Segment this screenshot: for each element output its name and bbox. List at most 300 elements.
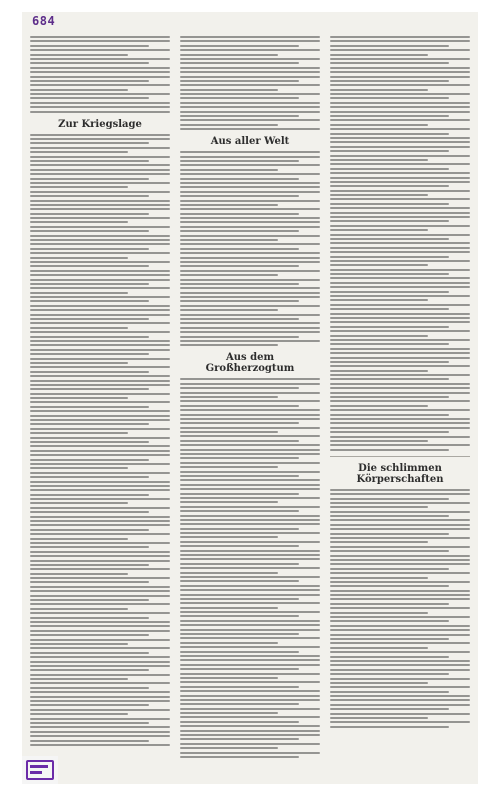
text-line-placeholder — [330, 260, 470, 262]
text-line-placeholder — [330, 638, 449, 640]
text-line-placeholder — [180, 45, 299, 47]
text-line-placeholder — [180, 409, 320, 411]
text-line-placeholder — [180, 400, 320, 402]
preceding-text — [330, 36, 470, 457]
text-line-placeholder — [30, 62, 149, 64]
text-line-placeholder — [330, 651, 470, 653]
text-line-placeholder — [330, 330, 470, 332]
text-line-placeholder — [180, 93, 320, 95]
text-line-placeholder — [30, 661, 170, 663]
text-line-placeholder — [330, 612, 428, 614]
text-line-placeholder — [180, 752, 320, 754]
text-line-placeholder — [30, 472, 170, 474]
text-line-placeholder — [330, 414, 449, 416]
text-line-placeholder — [330, 115, 449, 117]
text-line-placeholder — [30, 283, 149, 285]
text-line-placeholder — [330, 251, 470, 253]
text-line-placeholder — [330, 519, 470, 521]
text-line-placeholder — [180, 615, 299, 617]
text-line-placeholder — [180, 186, 320, 188]
text-line-placeholder — [330, 49, 470, 51]
text-line-placeholder — [30, 700, 170, 702]
text-line-placeholder — [180, 119, 320, 121]
text-line-placeholder — [180, 506, 320, 508]
text-line-placeholder — [30, 84, 170, 86]
text-line-placeholder — [30, 608, 128, 610]
text-line-placeholder — [330, 326, 449, 328]
text-line-placeholder — [330, 616, 470, 618]
text-line-placeholder — [180, 589, 320, 591]
text-line-placeholder — [180, 296, 320, 298]
text-line-placeholder — [30, 507, 170, 509]
text-line-placeholder — [30, 656, 170, 658]
text-line-placeholder — [180, 756, 299, 758]
text-line-placeholder — [330, 387, 470, 389]
text-line-placeholder — [30, 476, 149, 478]
text-line-placeholder — [30, 270, 170, 272]
text-line-placeholder — [330, 550, 449, 552]
text-line-placeholder — [180, 128, 320, 130]
text-line-placeholder — [30, 239, 170, 241]
text-line-placeholder — [30, 204, 170, 206]
text-line-placeholder — [330, 190, 470, 192]
text-line-placeholder — [180, 611, 320, 613]
text-line-placeholder — [330, 273, 449, 275]
text-line-placeholder — [30, 744, 170, 746]
text-line-placeholder — [330, 528, 470, 530]
text-line-placeholder — [330, 370, 428, 372]
text-line-placeholder — [330, 339, 470, 341]
text-line-placeholder — [330, 67, 470, 69]
text-line-placeholder — [30, 551, 170, 553]
text-line-placeholder — [30, 191, 170, 193]
text-line-placeholder — [30, 111, 170, 113]
text-line-placeholder — [30, 366, 170, 368]
text-line-placeholder — [330, 198, 470, 200]
text-line-placeholder — [30, 318, 149, 320]
text-line-placeholder — [30, 58, 170, 60]
text-line-placeholder — [180, 440, 299, 442]
text-line-placeholder — [180, 488, 320, 490]
text-line-placeholder — [30, 428, 170, 430]
text-line-placeholder — [180, 235, 320, 237]
text-line-placeholder — [30, 498, 170, 500]
text-line-placeholder — [30, 296, 170, 298]
text-line-placeholder — [180, 629, 320, 631]
text-line-placeholder — [30, 54, 128, 56]
text-line-placeholder — [180, 453, 320, 455]
text-line-placeholder — [180, 479, 320, 481]
text-line-placeholder — [180, 624, 320, 626]
archive-stamp-icon — [26, 760, 54, 780]
text-line-placeholder — [180, 449, 320, 451]
text-line-placeholder — [30, 489, 170, 491]
text-line-placeholder — [30, 221, 128, 223]
section-heading-middle-2: Aus dem Großherzogtum — [205, 352, 295, 375]
text-line-placeholder — [30, 138, 170, 140]
text-line-placeholder — [30, 445, 170, 447]
text-line-placeholder — [30, 397, 128, 399]
text-line-placeholder — [180, 322, 320, 324]
text-line-placeholder — [30, 173, 170, 175]
text-line-placeholder — [180, 80, 299, 82]
text-line-placeholder — [30, 76, 170, 78]
text-line-placeholder — [330, 286, 470, 288]
text-line-placeholder — [330, 80, 449, 82]
text-line-placeholder — [180, 89, 278, 91]
text-line-placeholder — [30, 538, 128, 540]
text-line-placeholder — [30, 226, 170, 228]
text-line-placeholder — [30, 621, 170, 623]
text-line-placeholder — [180, 300, 299, 302]
text-line-placeholder — [30, 89, 128, 91]
text-line-placeholder — [330, 699, 470, 701]
text-line-placeholder — [180, 283, 299, 285]
text-line-placeholder — [30, 243, 170, 245]
text-line-placeholder — [180, 405, 299, 407]
text-line-placeholder — [330, 704, 470, 706]
text-line-placeholder — [330, 308, 449, 310]
text-line-placeholder — [330, 212, 470, 214]
text-line-placeholder — [30, 331, 170, 333]
text-line-placeholder — [330, 555, 470, 557]
text-line-placeholder — [330, 317, 470, 319]
text-line-placeholder — [30, 265, 149, 267]
text-line-placeholder — [180, 383, 320, 385]
text-line-placeholder — [30, 252, 170, 254]
text-line-placeholder — [330, 277, 470, 279]
text-line-placeholder — [180, 431, 278, 433]
text-line-placeholder — [30, 322, 170, 324]
text-line-placeholder — [330, 84, 470, 86]
text-line-placeholder — [330, 629, 470, 631]
text-line-placeholder — [180, 519, 320, 521]
text-line-placeholder — [330, 93, 470, 95]
text-line-placeholder — [330, 511, 470, 513]
text-line-placeholder — [180, 721, 299, 723]
text-line-placeholder — [180, 208, 320, 210]
text-line-placeholder — [30, 722, 149, 724]
column-middle — [180, 36, 320, 760]
text-line-placeholder — [30, 336, 149, 338]
text-line-placeholder — [180, 71, 320, 73]
text-line-placeholder — [180, 106, 320, 108]
text-line-placeholder — [180, 620, 320, 622]
text-line-placeholder — [330, 141, 470, 143]
text-line-placeholder — [330, 546, 470, 548]
text-line-placeholder — [180, 637, 320, 639]
text-line-placeholder — [180, 213, 299, 215]
text-line-placeholder — [330, 590, 470, 592]
text-line-placeholder — [30, 511, 149, 513]
text-line-placeholder — [30, 485, 170, 487]
text-line-placeholder — [180, 115, 299, 117]
text-line-placeholder — [330, 436, 470, 438]
text-line-placeholder — [30, 287, 170, 289]
text-line-placeholder — [180, 62, 299, 64]
text-line-placeholder — [330, 598, 470, 600]
text-line-placeholder — [330, 36, 470, 38]
text-line-placeholder — [30, 419, 170, 421]
text-line-placeholder — [180, 541, 320, 543]
text-line-placeholder — [330, 76, 470, 78]
text-line-placeholder — [330, 269, 470, 271]
text-line-placeholder — [330, 669, 470, 671]
text-line-placeholder — [30, 314, 170, 316]
text-line-placeholder — [330, 58, 470, 60]
text-line-placeholder — [180, 257, 320, 259]
text-line-placeholder — [30, 261, 170, 263]
text-line-placeholder — [330, 159, 428, 161]
text-line-placeholder — [30, 665, 170, 667]
text-line-placeholder — [30, 208, 170, 210]
text-line-placeholder — [330, 541, 428, 543]
text-line-placeholder — [180, 164, 320, 166]
text-line-placeholder — [30, 599, 149, 601]
text-line-placeholder — [180, 712, 278, 714]
text-line-placeholder — [330, 673, 449, 675]
text-line-placeholder — [180, 550, 320, 552]
text-line-placeholder — [180, 532, 320, 534]
text-line-placeholder — [30, 309, 170, 311]
text-line-placeholder — [30, 349, 170, 351]
text-line-placeholder — [180, 594, 320, 596]
text-line-placeholder — [330, 357, 470, 359]
preceding-text — [30, 36, 170, 113]
text-line-placeholder — [330, 216, 470, 218]
text-line-placeholder — [330, 282, 470, 284]
text-line-placeholder — [180, 554, 320, 556]
text-line-placeholder — [30, 481, 170, 483]
text-line-placeholder — [330, 225, 470, 227]
text-line-placeholder — [330, 229, 428, 231]
text-line-placeholder — [30, 401, 170, 403]
text-line-placeholder — [30, 106, 170, 108]
text-line-placeholder — [30, 669, 149, 671]
text-line-placeholder — [180, 484, 320, 486]
text-line-placeholder — [330, 409, 470, 411]
text-line-placeholder — [30, 595, 170, 597]
text-line-placeholder — [30, 432, 128, 434]
text-line-placeholder — [180, 501, 278, 503]
text-line-placeholder — [180, 528, 299, 530]
archive-stamp — [22, 756, 58, 784]
text-line-placeholder — [30, 213, 149, 215]
text-line-placeholder — [180, 725, 320, 727]
text-line-placeholder — [180, 58, 320, 60]
text-line-placeholder — [30, 134, 170, 136]
text-line-placeholder — [30, 80, 149, 82]
text-line-placeholder — [330, 383, 470, 385]
text-line-placeholder — [30, 160, 149, 162]
text-line-placeholder — [330, 155, 470, 157]
text-line-placeholder — [180, 396, 278, 398]
text-line-placeholder — [330, 506, 428, 508]
text-line-placeholder — [330, 343, 449, 345]
text-line-placeholder — [180, 633, 299, 635]
text-line-placeholder — [180, 49, 320, 51]
text-line-placeholder — [30, 740, 149, 742]
text-line-placeholder — [180, 734, 320, 736]
text-line-placeholder — [330, 177, 470, 179]
text-line-placeholder — [330, 348, 470, 350]
text-line-placeholder — [180, 287, 320, 289]
text-line-placeholder — [180, 466, 278, 468]
text-line-placeholder — [330, 515, 449, 517]
text-line-placeholder — [330, 220, 449, 222]
text-line-placeholder — [30, 230, 149, 232]
text-line-placeholder — [330, 656, 449, 658]
column-right — [330, 36, 470, 760]
text-line-placeholder — [30, 542, 170, 544]
text-line-placeholder — [330, 695, 470, 697]
text-line-placeholder — [330, 585, 449, 587]
text-line-placeholder — [30, 151, 128, 153]
text-line-placeholder — [30, 97, 149, 99]
text-line-placeholder — [180, 563, 299, 565]
text-line-placeholder — [180, 598, 299, 600]
section-heading-left: Zur Kriegslage — [58, 118, 142, 130]
text-line-placeholder — [330, 568, 449, 570]
text-line-placeholder — [330, 678, 470, 680]
text-line-placeholder — [180, 36, 320, 38]
text-line-placeholder — [30, 520, 170, 522]
text-line-placeholder — [330, 247, 470, 249]
text-line-placeholder — [180, 567, 320, 569]
text-line-placeholder — [330, 378, 449, 380]
text-line-placeholder — [180, 344, 278, 346]
text-line-placeholder — [330, 572, 470, 574]
text-line-placeholder — [30, 410, 170, 412]
text-line-placeholder — [30, 718, 170, 720]
text-line-placeholder — [180, 558, 320, 560]
text-line-placeholder — [330, 264, 428, 266]
text-line-placeholder — [330, 660, 470, 662]
text-line-placeholder — [330, 524, 470, 526]
text-line-placeholder — [30, 375, 170, 377]
text-line-placeholder — [30, 546, 149, 548]
newspaper-page — [22, 12, 478, 784]
text-line-placeholder — [30, 49, 170, 51]
text-line-placeholder — [330, 444, 470, 446]
text-line-placeholder — [330, 365, 470, 367]
text-line-placeholder — [330, 62, 449, 64]
text-line-placeholder — [180, 217, 320, 219]
text-line-placeholder — [180, 444, 320, 446]
text-line-placeholder — [330, 45, 449, 47]
text-line-placeholder — [330, 111, 470, 113]
text-line-placeholder — [30, 178, 149, 180]
text-line-placeholder — [330, 498, 449, 500]
text-line-placeholder — [180, 427, 320, 429]
text-line-placeholder — [30, 533, 170, 535]
text-line-placeholder — [180, 414, 320, 416]
text-line-placeholder — [330, 405, 428, 407]
text-line-placeholder — [330, 537, 470, 539]
text-line-placeholder — [330, 422, 470, 424]
text-line-placeholder — [180, 708, 320, 710]
text-line-placeholder — [180, 418, 320, 420]
text-line-placeholder — [180, 471, 320, 473]
text-line-placeholder — [330, 106, 470, 108]
text-line-placeholder — [330, 418, 470, 420]
text-line-placeholder — [330, 124, 428, 126]
text-line-placeholder — [180, 585, 320, 587]
text-line-placeholder — [30, 182, 170, 184]
text-line-placeholder — [30, 735, 170, 737]
text-line-placeholder — [30, 217, 170, 219]
section-heading-middle: Aus aller Welt — [210, 136, 290, 148]
text-line-placeholder — [180, 151, 320, 153]
text-line-placeholder — [30, 257, 128, 259]
text-line-placeholder — [30, 625, 170, 627]
text-line-placeholder — [30, 726, 170, 728]
text-line-placeholder — [30, 406, 149, 408]
text-line-placeholder — [330, 594, 470, 596]
text-line-placeholder — [330, 396, 449, 398]
text-line-placeholder — [30, 454, 170, 456]
page-number: 684 — [32, 14, 56, 28]
text-line-placeholder — [30, 590, 170, 592]
text-line-placeholder — [330, 181, 470, 183]
text-line-placeholder — [30, 292, 128, 294]
text-line-placeholder — [30, 380, 170, 382]
text-line-placeholder — [330, 559, 470, 561]
text-line-placeholder — [180, 607, 278, 609]
text-line-placeholder — [180, 646, 320, 648]
text-line-placeholder — [330, 238, 449, 240]
text-line-placeholder — [180, 475, 299, 477]
text-line-placeholder — [30, 235, 170, 237]
text-line-placeholder — [30, 93, 170, 95]
text-line-placeholder — [30, 45, 149, 47]
text-line-placeholder — [180, 743, 320, 745]
text-line-placeholder — [180, 84, 320, 86]
text-line-placeholder — [330, 642, 470, 644]
text-line-placeholder — [30, 142, 149, 144]
text-line-placeholder — [330, 603, 449, 605]
text-line-placeholder — [330, 102, 470, 104]
text-line-placeholder — [30, 300, 149, 302]
text-line-placeholder — [180, 309, 278, 311]
text-line-placeholder — [180, 515, 320, 517]
text-line-placeholder — [30, 647, 170, 649]
text-line-placeholder — [30, 305, 170, 307]
text-line-placeholder — [180, 248, 299, 250]
text-line-placeholder — [330, 335, 428, 337]
text-line-placeholder — [30, 682, 170, 684]
text-line-placeholder — [180, 182, 320, 184]
section-heading-right: Die schlimmen Körperschaften — [356, 462, 444, 485]
text-line-placeholder — [180, 580, 299, 582]
text-line-placeholder — [30, 494, 149, 496]
text-line-placeholder — [30, 388, 149, 390]
text-line-placeholder — [30, 577, 170, 579]
text-line-placeholder — [330, 682, 428, 684]
text-line-placeholder — [330, 400, 470, 402]
text-line-placeholder — [180, 156, 320, 158]
text-line-placeholder — [330, 89, 428, 91]
text-line-placeholder — [30, 678, 128, 680]
text-line-placeholder — [180, 690, 320, 692]
text-line-placeholder — [180, 336, 299, 338]
text-line-placeholder — [330, 313, 470, 315]
text-line-placeholder — [30, 102, 170, 104]
text-line-placeholder — [330, 299, 428, 301]
text-line-placeholder — [180, 111, 320, 113]
text-line-placeholder — [330, 502, 470, 504]
text-line-placeholder — [180, 195, 299, 197]
